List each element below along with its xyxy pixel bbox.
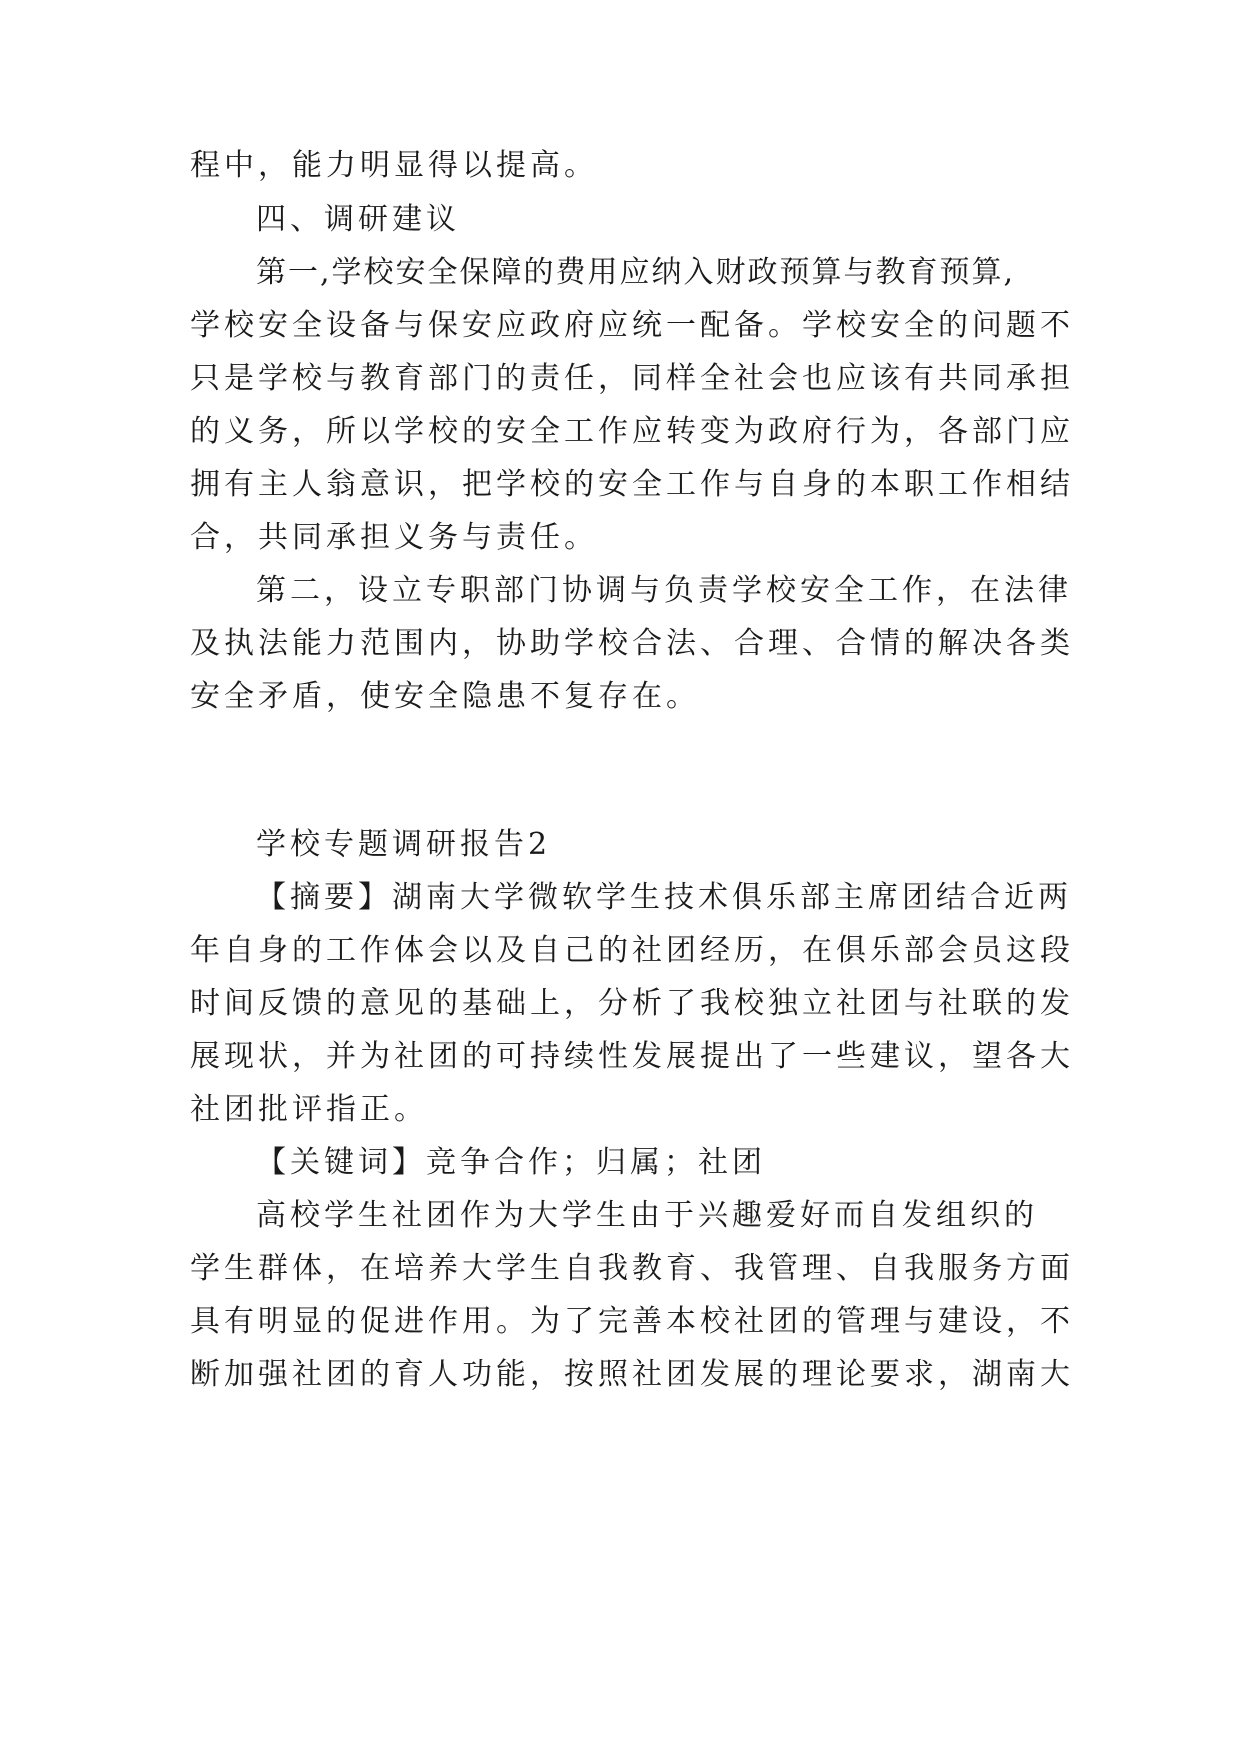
abstract-line: 时间反馈的意见的基础上，分析了我校独立社团与社联的发 <box>190 986 1074 1021</box>
report-title: 学校专题调研报告2 <box>256 827 552 862</box>
text-line: 拥有主人翁意识，把学校的安全工作与自身的本职工作相结 <box>190 467 1074 502</box>
text-line: 第二，设立专职部门协调与负责学校安全工作，在法律 <box>256 573 1072 608</box>
text-line: 的义务，所以学校的安全工作应转变为政府行为，各部门应 <box>190 414 1074 449</box>
text-line: 及执法能力范围内，协助学校合法、合理、合情的解决各类 <box>190 626 1074 661</box>
abstract-line: 【摘要】湖南大学微软学生技术俱乐部主席团结合近两 <box>256 880 1072 915</box>
text-line: 学生群体，在培养大学生自我教育、我管理、自我服务方面 <box>190 1251 1074 1286</box>
abstract-line: 社团批评指正。 <box>190 1092 428 1127</box>
text-line: 学校安全设备与保安应政府应统一配备。学校安全的问题不 <box>190 308 1074 343</box>
text-line: 合，共同承担义务与责任。 <box>190 520 598 555</box>
abstract-line: 年自身的工作体会以及自己的社团经历，在俱乐部会员这段 <box>190 933 1074 968</box>
text-line: 高校学生社团作为大学生由于兴趣爱好而自发组织的 <box>256 1198 1038 1233</box>
abstract-line: 展现状，并为社团的可持续性发展提出了一些建议，望各大 <box>190 1039 1074 1074</box>
text-line: 断加强社团的育人功能，按照社团发展的理论要求，湖南大 <box>190 1357 1074 1392</box>
text-line: 具有明显的促进作用。为了完善本校社团的管理与建设，不 <box>190 1304 1074 1339</box>
text-line: 只是学校与教育部门的责任，同样全社会也应该有共同承担 <box>190 361 1074 396</box>
section-heading: 四、调研建议 <box>256 202 460 237</box>
text-line: 程中，能力明显得以提高。 <box>190 148 598 183</box>
text-line: 安全矛盾，使安全隐患不复存在。 <box>190 679 700 714</box>
keywords-line: 【关键词】竞争合作；归属；社团 <box>256 1145 766 1180</box>
text-line: 第一,学校安全保障的费用应纳入财政预算与教育预算, <box>256 255 1016 290</box>
